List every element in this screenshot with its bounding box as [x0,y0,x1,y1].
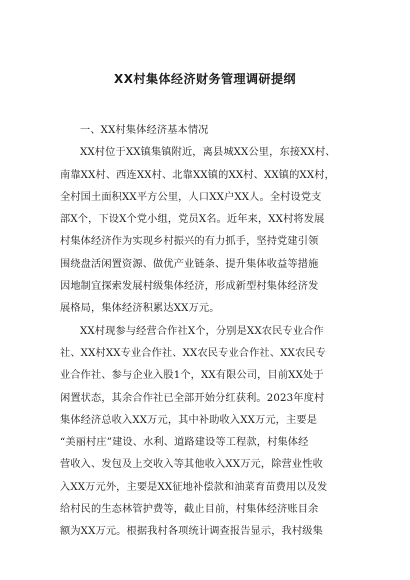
paragraph-line: XX村位于XX镇集镇附近，离县城XX公里，东接XX村、 [80,147,336,159]
paragraph-line: 给村民的生态林管护费等，截止目前，村集体经济账目余 [60,504,319,516]
paragraph-line: 集体经济总收入XX万元，其中补助收入XX万元，主要是 [60,414,318,426]
paragraph-line: 社、XX村XX专业合作社、XX农民专业合作社、XX农民专 [60,347,326,359]
document-body [60,120,360,544]
paragraph-line: 部X个，下设X个党小组，党员X名。近年来，XX村将发展 [60,214,325,226]
document-title: XX村集体经济财务管理调研提纲 [113,72,296,86]
paragraph-line: 展格局，集体经济积累达XX万元。 [60,303,220,315]
paragraph-line: 闲置状态，其余合作社已全部开始分红获利。2023年度村 [60,392,325,404]
paragraph-line: “美丽村庄”建设、水利、道路建设等工程款，村集体经 [60,437,309,449]
paragraph-line: 营收入、发包及上交收入等其他收入XX万元，除营业性收 [60,459,323,471]
paragraph-line: 全村国土面积XX平方公里，人口XX户XX人。全村设党支 [60,191,322,203]
paragraph-line: 村集体经济作为实现乡村振兴的有力抓手，坚持党建引领 [60,236,319,248]
paragraph-line: 额为XX万元。根据我村各项统计调查报告显示，我村级集 [60,526,323,538]
paragraph-line: XX村现参与经营合作社X个，分别是XX农民专业合作 [80,325,324,337]
paragraph-line: 入XX万元外，主要是XX征地补偿款和油菜育苗费用以及发 [60,481,328,493]
paragraph-line: 围绕盘活闲置资源、做优产业链条、提升集体收益等措施 [60,258,319,270]
section-heading: 一、XX村集体经济基本情况 [80,125,209,136]
paragraph-line: 业合作社、参与企业入股1个，XX有限公司，目前XX处于 [60,370,324,382]
paragraph-line: 因地制宜探索发展村级集体经济，形成新型村集体经济发 [60,281,319,293]
paragraph-line: 南靠XX村、西连XX村、北靠XX镇的XX村、XX镇的XX村， [60,169,335,181]
